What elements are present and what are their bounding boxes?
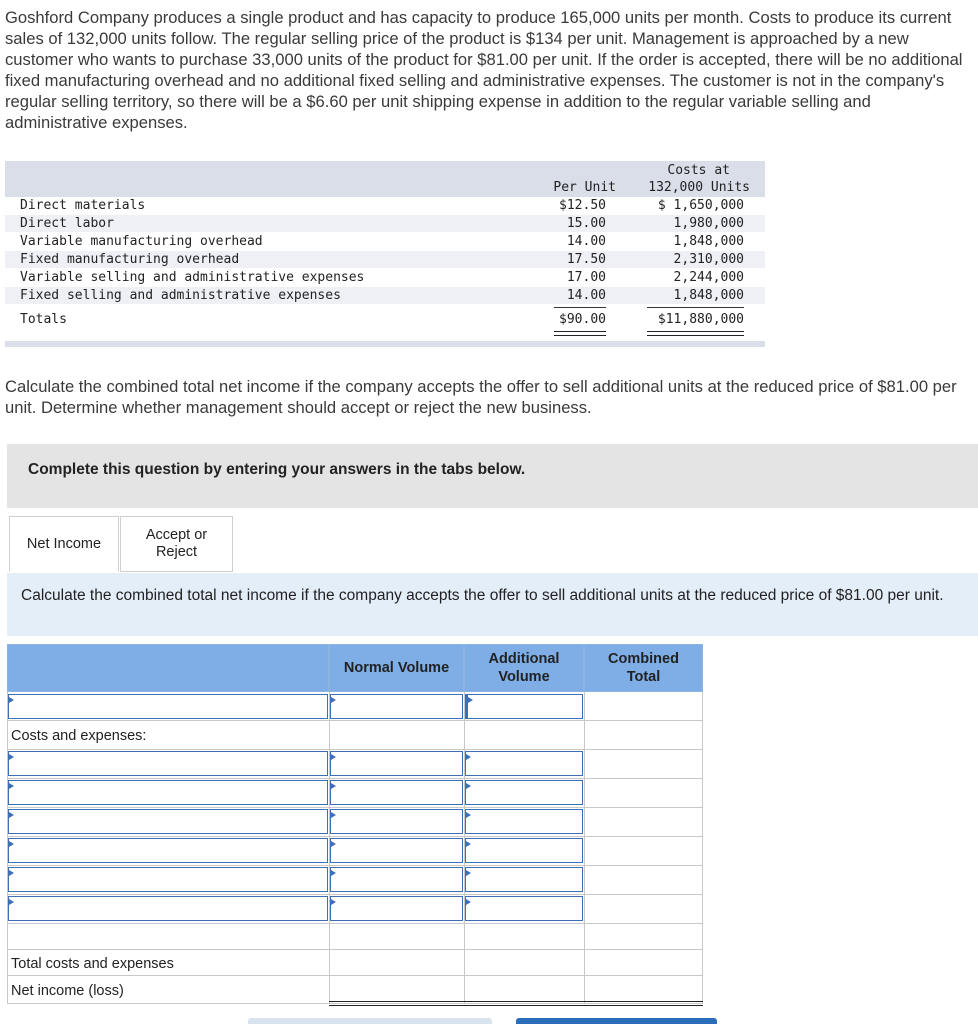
expense-label-input[interactable] — [8, 896, 328, 921]
cost-row: Fixed manufacturing overhead 17.50 2,310,000 — [20, 252, 744, 267]
expense-additional-input[interactable] — [465, 751, 583, 776]
tab-accept-or-reject[interactable]: Accept or Reject — [120, 516, 233, 572]
net-income-label: Net income (loss) — [11, 983, 124, 999]
problem-intro: Goshford Company produces a single product and has capacity to produce 165,000 units per month. Costs to produce its current sales of 132,000 units follow. The regular selling price of the product is $134 per unit. Management is approached by a new customer who wants to purchase 33,000 units of the product for $81.00 per unit. If the order is accepted, there will be no additional fixed manufacturing overhead and no additional fixed selling and administrative expenses. The customer is not in the company's regular selling territory, so there will be a $6.60 per unit shipping expense in addition to the regular variable selling and administrative expenses. — [5, 8, 963, 132]
costs-header-line1: Costs at — [667, 163, 730, 178]
cost-table — [5, 161, 765, 347]
prev-button[interactable] — [248, 1018, 492, 1024]
expense-additional-input[interactable] — [465, 867, 583, 892]
expense-label-input[interactable] — [8, 751, 328, 776]
expense-normal-input[interactable] — [330, 867, 463, 892]
col-combined-total: Combined Total — [584, 644, 703, 692]
expense-normal-input[interactable] — [330, 838, 463, 863]
total-costs-label: Total costs and expenses — [11, 956, 174, 972]
col-additional-volume: Additional Volume — [464, 644, 584, 692]
cost-row: Direct materials $12.50 $ 1,650,000 — [20, 198, 744, 213]
tab-instruction: Calculate the combined total net income if the company accepts the offer to sell additional units at the reduced price of $81.00 per unit. — [7, 573, 978, 636]
expense-additional-input[interactable] — [465, 780, 583, 805]
answer-grid — [7, 644, 703, 1004]
expense-label-input[interactable] — [8, 780, 328, 805]
col-normal-volume: Normal Volume — [329, 644, 464, 692]
costs-header-line2: 132,000 Units — [648, 180, 750, 195]
per-unit-header: Per Unit — [553, 180, 616, 195]
expense-label-input[interactable] — [8, 809, 328, 834]
cost-row: Fixed selling and administrative expenses 14.00 1,848,000 — [20, 288, 744, 303]
cost-totals-row: Totals $90.00 $11,880,000 — [20, 312, 744, 327]
grid-header-label-col — [7, 644, 329, 692]
cost-row: Variable selling and administrative expenses 17.00 2,244,000 — [20, 270, 744, 285]
expense-normal-input[interactable] — [330, 809, 463, 834]
next-button[interactable] — [516, 1018, 717, 1024]
expense-additional-input[interactable] — [465, 896, 583, 921]
row1-additional-input[interactable] — [465, 694, 583, 719]
expense-additional-input[interactable] — [465, 809, 583, 834]
row1-label-input[interactable] — [8, 694, 328, 719]
expense-additional-input[interactable] — [465, 838, 583, 863]
expense-normal-input[interactable] — [330, 896, 463, 921]
expense-normal-input[interactable] — [330, 780, 463, 805]
expense-label-input[interactable] — [8, 867, 328, 892]
expense-label-input[interactable] — [8, 838, 328, 863]
row1-normal-input[interactable] — [330, 694, 463, 719]
question-text: Calculate the combined total net income if the company accepts the offer to sell additional units at the reduced price of $81.00 per unit. Determine whether management should accept or reject the new business. — [5, 377, 957, 417]
cost-row: Variable manufacturing overhead 14.00 1,848,000 — [20, 234, 744, 249]
instructions-banner: Complete this question by entering your answers in the tabs below. — [7, 444, 978, 508]
tab-net-income[interactable]: Net Income — [9, 516, 119, 572]
expense-normal-input[interactable] — [330, 751, 463, 776]
costs-and-expenses-label: Costs and expenses: — [11, 728, 147, 744]
cost-row: Direct labor 15.00 1,980,000 — [20, 216, 744, 231]
